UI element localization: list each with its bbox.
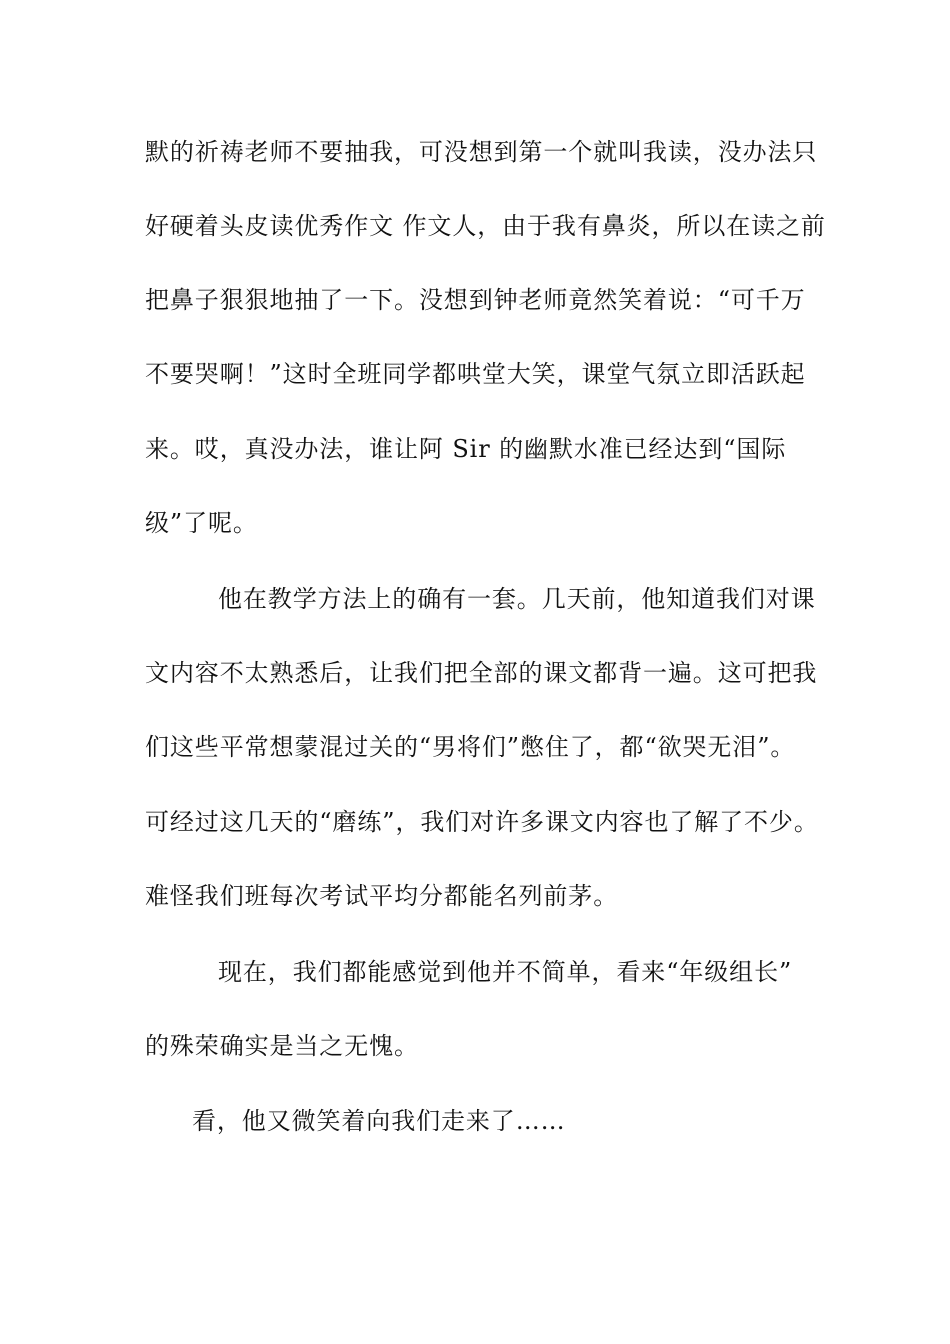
paragraph-first-line: 他在教学方法上的确有一套。几天前，他知道我们对课 — [218, 585, 816, 613]
text-line: 把鼻子狠狠地抽了一下。没想到钟老师竟然笑着说：“可千万 — [145, 286, 806, 314]
closing-line: 看，他又微笑着向我们走来了…… — [192, 1107, 566, 1135]
text-line: 可经过这几天的“磨练”，我们对许多课文内容也了解了不少。 — [145, 808, 819, 836]
text-line: 不要哭啊！”这时全班同学都哄堂大笑，课堂气氛立即活跃起 — [145, 360, 806, 388]
text-line: 默的祈祷老师不要抽我，可没想到第一个就叫我读，没办法只 — [145, 138, 818, 166]
text-line: 好硬着头皮读优秀作文 作文人，由于我有鼻炎，所以在读之前 — [145, 212, 826, 240]
text-line: 级”了呢。 — [145, 509, 258, 537]
text-line: 的殊荣确实是当之无愧。 — [145, 1032, 419, 1060]
text-line: 难怪我们班每次考试平均分都能名列前茅。 — [145, 882, 619, 910]
text-line: 们这些平常想蒙混过关的“男将们”憋住了，都“欲哭无泪”。 — [145, 733, 796, 761]
paragraph-first-line: 现在，我们都能感觉到他并不简单，看来“年级组长” — [218, 958, 793, 986]
text-line: 来。哎，真没办法，谁让阿 Sir 的幽默水准已经达到“国际 — [145, 435, 787, 463]
text-line: 文内容不太熟悉后，让我们把全部的课文都背一遍。这可把我 — [145, 659, 818, 687]
